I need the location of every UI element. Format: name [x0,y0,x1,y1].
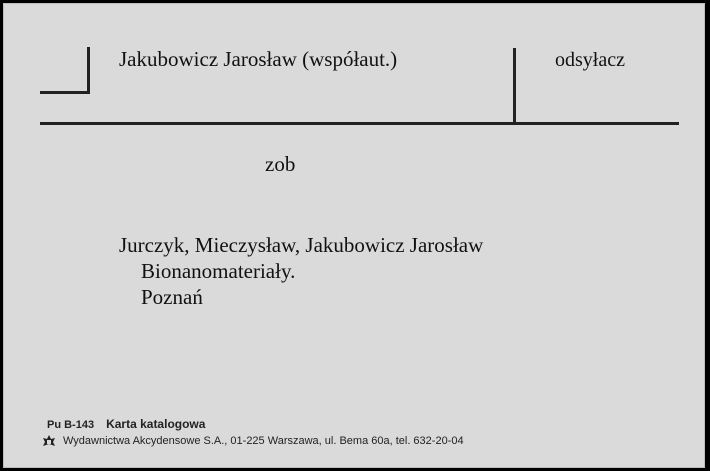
publisher-line [42,434,464,448]
entry-authors: Jurczyk, Mieczysław, Jakubowicz Jarosław [119,233,484,257]
corner-mark-horizontal [40,91,90,94]
printing-house-logo-icon [42,434,56,448]
entry-place: Poznań [141,285,203,309]
heading-entry: Jakubowicz Jarosław (współaut.) [119,47,398,71]
publisher-text: Wydawnictwa Akcydensowe S.A., 01-225 Warszawa, ul. Bema 60a, tel. 632-20-04 [63,435,464,447]
form-code [47,417,205,431]
header-rule [40,122,679,125]
entry-title: Bionanomateriały. [141,259,296,283]
bibliographic-entry [119,232,483,310]
corner-mark-vertical [87,47,90,94]
form-code-number: Pu B-143 [47,419,95,431]
see-reference: zob [265,152,296,176]
catalog-card [3,3,705,468]
header-divider [513,48,516,125]
card-type-label: odsyłacz [555,49,625,71]
form-title: Karta katalogowa [106,417,206,431]
